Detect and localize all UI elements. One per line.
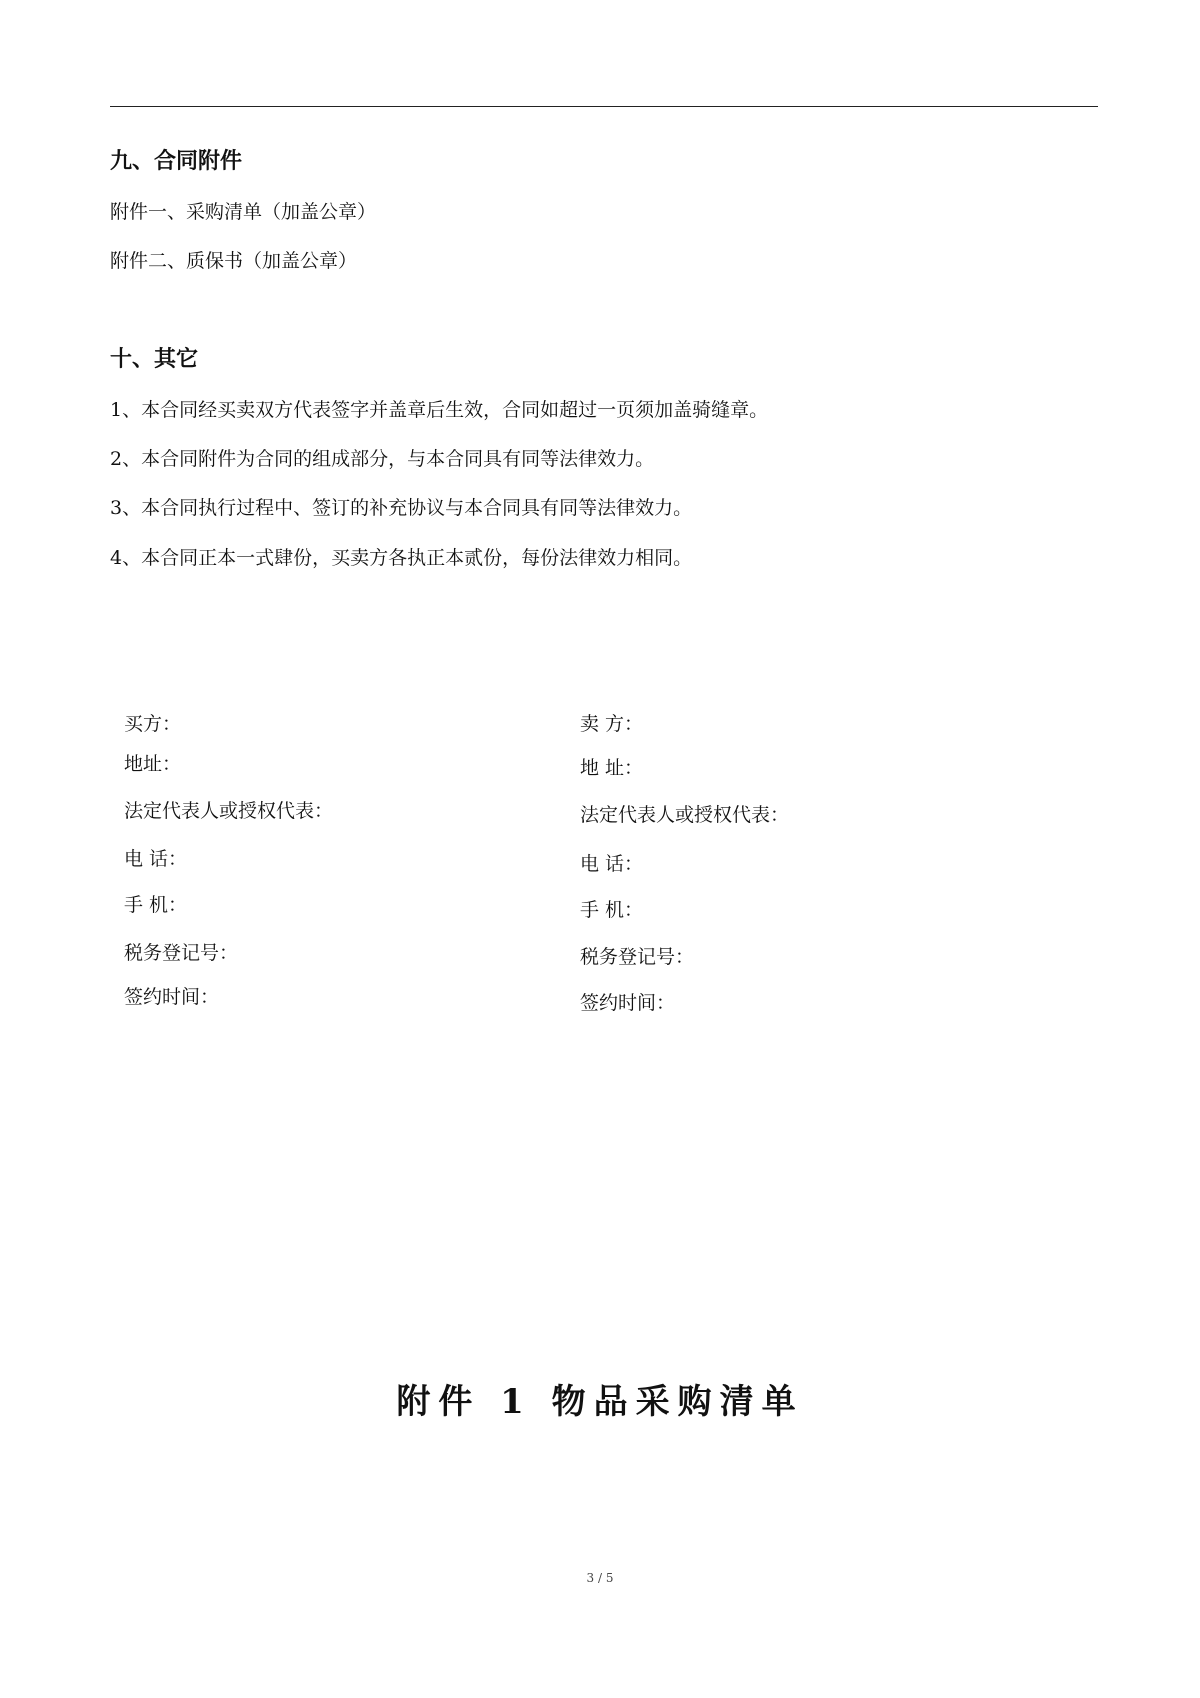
page-number: 3 / 5 — [586, 1571, 614, 1585]
attachment-title: 附件 1 物品采购清单 — [396, 1382, 804, 1422]
seller-representative-label: 法定代表人或授权代表： — [580, 804, 790, 826]
seller-address-label: 地 址： — [580, 757, 644, 779]
buyer-party-label: 买方： — [124, 713, 182, 735]
clause-4: 4、本合同正本一式肆份，买卖方各执正本贰份，每份法律效力相同。 — [110, 547, 693, 569]
section-9-title: 九、合同附件 — [110, 149, 243, 174]
buyer-sign-date-label: 签约时间： — [124, 986, 220, 1008]
clause-2: 2、本合同附件为合同的组成部分，与本合同具有同等法律效力。 — [110, 448, 655, 470]
buyer-mobile-label: 手 机： — [124, 894, 188, 916]
seller-party-label: 卖 方： — [580, 713, 644, 735]
clause-3: 3、本合同执行过程中、签订的补充协议与本合同具有同等法律效力。 — [110, 497, 693, 519]
attachment-item-2: 附件二、质保书（加盖公章） — [110, 250, 358, 272]
buyer-tax-id-label: 税务登记号： — [124, 942, 239, 964]
seller-tax-id-label: 税务登记号： — [580, 946, 695, 968]
section-10-title: 十、其它 — [110, 347, 199, 372]
seller-phone-label: 电 话： — [580, 853, 644, 875]
seller-sign-date-label: 签约时间： — [580, 992, 676, 1014]
buyer-representative-label: 法定代表人或授权代表： — [124, 800, 334, 822]
clause-1: 1、本合同经买卖双方代表签字并盖章后生效，合同如超过一页须加盖骑缝章。 — [110, 399, 769, 421]
seller-mobile-label: 手 机： — [580, 899, 644, 921]
header-rule — [110, 106, 1098, 107]
buyer-phone-label: 电 话： — [124, 848, 188, 870]
attachment-item-1: 附件一、采购清单（加盖公章） — [110, 201, 377, 223]
buyer-address-label: 地址： — [124, 753, 182, 775]
